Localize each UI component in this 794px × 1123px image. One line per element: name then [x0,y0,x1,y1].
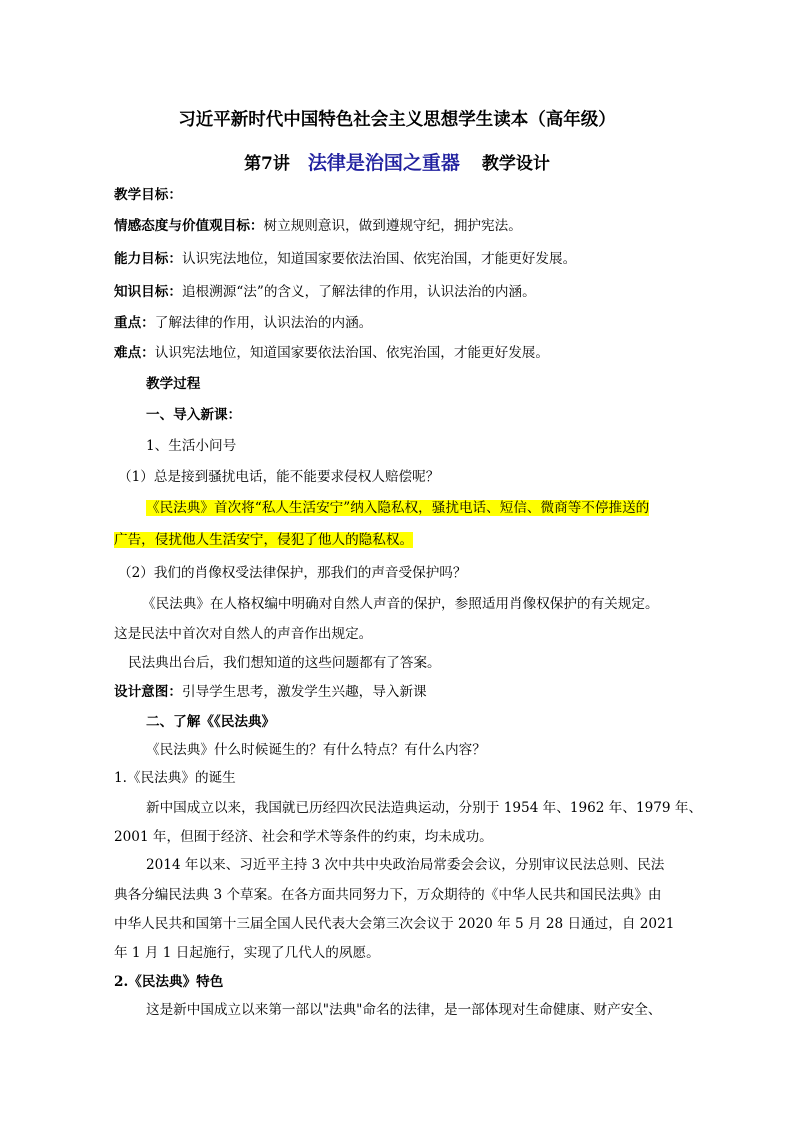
section2-heading: 二、了解《《民法典》 [146,714,276,730]
objective-emotion [114,216,522,236]
objective-ability-label: 能力目标： [114,251,182,267]
objective-knowledge-text: 追根溯源“法”的含义，了解法律的作用，认识法治的内涵。 [181,284,536,300]
answer-1-line-1 [146,498,649,518]
objective-ability [114,249,576,269]
section1-heading: 一、导入新课： [146,407,242,423]
key-point-label: 重点： [114,315,155,331]
objective-emotion-label: 情感态度与价值观目标： [114,218,264,234]
process-heading: 教学过程 [146,376,201,392]
lesson-suffix: 教学设计 [481,154,550,174]
lesson-topic: 法律是治国之重器 [307,152,460,174]
objective-ability-text: 认识宪法地位，知道国家要依法治国、依宪治国，才能更好发展。 [181,251,577,267]
difficult-point [114,343,549,363]
question-1: （1）总是接到骚扰电话，能不能要求侵权人赔偿呢？ [118,469,440,485]
intro-conclusion: 民法典出台后，我们想知道的这些问题都有了答案。 [128,655,441,671]
birth-paragraph-2-line-2: 典各分编民法典 3 个草案。在各方面共同努力下，万众期待的《中华人民共和国民法典》由 [114,887,662,903]
answer-1-highlight-2: 广告，侵扰他人生活安宁，侵犯了他人的隐私权。 [114,532,414,548]
birth-paragraph-2-line-4: 年 1 月 1 日起施行，实现了几代人的夙愿。 [114,945,380,961]
design-intent-text: 引导学生思考，激发学生兴趣，导入新课 [181,684,427,700]
birth-paragraph-1-line-2: 2001 年，但囿于经济、社会和学术等条件的约束，均未成功。 [114,829,493,845]
answer-1-highlight-1: 《民法典》首次将“私人生活安宁”纳入隐私权，骚扰电话、短信、微商等不停推送的 [146,500,650,516]
objective-knowledge [114,282,536,302]
document-title: 习近平新时代中国特色社会主义思想学生读本（高年级） [178,110,616,130]
birth-paragraph-2-line-3: 中华人民共和国第十三届全国人民代表大会第三次会议于 2020 年 5 月 28 日通过，自 2021 [114,916,675,932]
lesson-number: 第7讲 [244,154,290,174]
design-intent [114,682,427,702]
objective-emotion-text: 树立规则意识，做到遵规守纪，拥护宪法。 [263,218,522,234]
feature-heading: 2.《民法典》特色 [114,974,224,990]
key-point [114,313,372,333]
answer-2-line-1: 《民法典》在人格权编中明确对自然人声音的保护，参照适用肖像权保护的有关规定。 [142,596,659,612]
objective-knowledge-label: 知识目标： [114,284,182,300]
birth-paragraph-1-line-1: 新中国成立以来，我国就已历经四次民法造典运动，分别于 1954 年、1962 年、1979 年、 [146,800,703,816]
answer-1-line-2 [114,530,413,550]
section1-sub1: 1、生活小问号 [146,438,237,454]
difficult-point-label: 难点： [114,345,155,361]
birth-heading: 1.《民法典》的诞生 [114,770,236,786]
objectives-heading: 教学目标： [114,187,182,203]
question-2: （2）我们的肖像权受法律保护，那我们的声音受保护吗？ [118,565,467,581]
birth-paragraph-2-line-1: 2014 年以来、习近平主持 3 次中共中央政治局常委会会议，分别审议民法总则、民法 [146,857,665,873]
key-point-text: 了解法律的作用，认识法治的内涵。 [154,315,373,331]
section2-question: 《民法典》什么时候诞生的？有什么特点？有什么内容？ [146,742,486,758]
lesson-subtitle [0,148,794,175]
difficult-point-text: 认识宪法地位，知道国家要依法治国、依宪治国，才能更好发展。 [154,345,549,361]
answer-2-line-2: 这是民法中首次对自然人的声音作出规定。 [114,626,373,642]
feature-paragraph-1-line-1: 这是新中国成立以来第一部以"法典"命名的法律，是一部体现对生命健康、财产安全、 [146,1002,662,1018]
design-intent-label: 设计意图： [114,684,182,700]
